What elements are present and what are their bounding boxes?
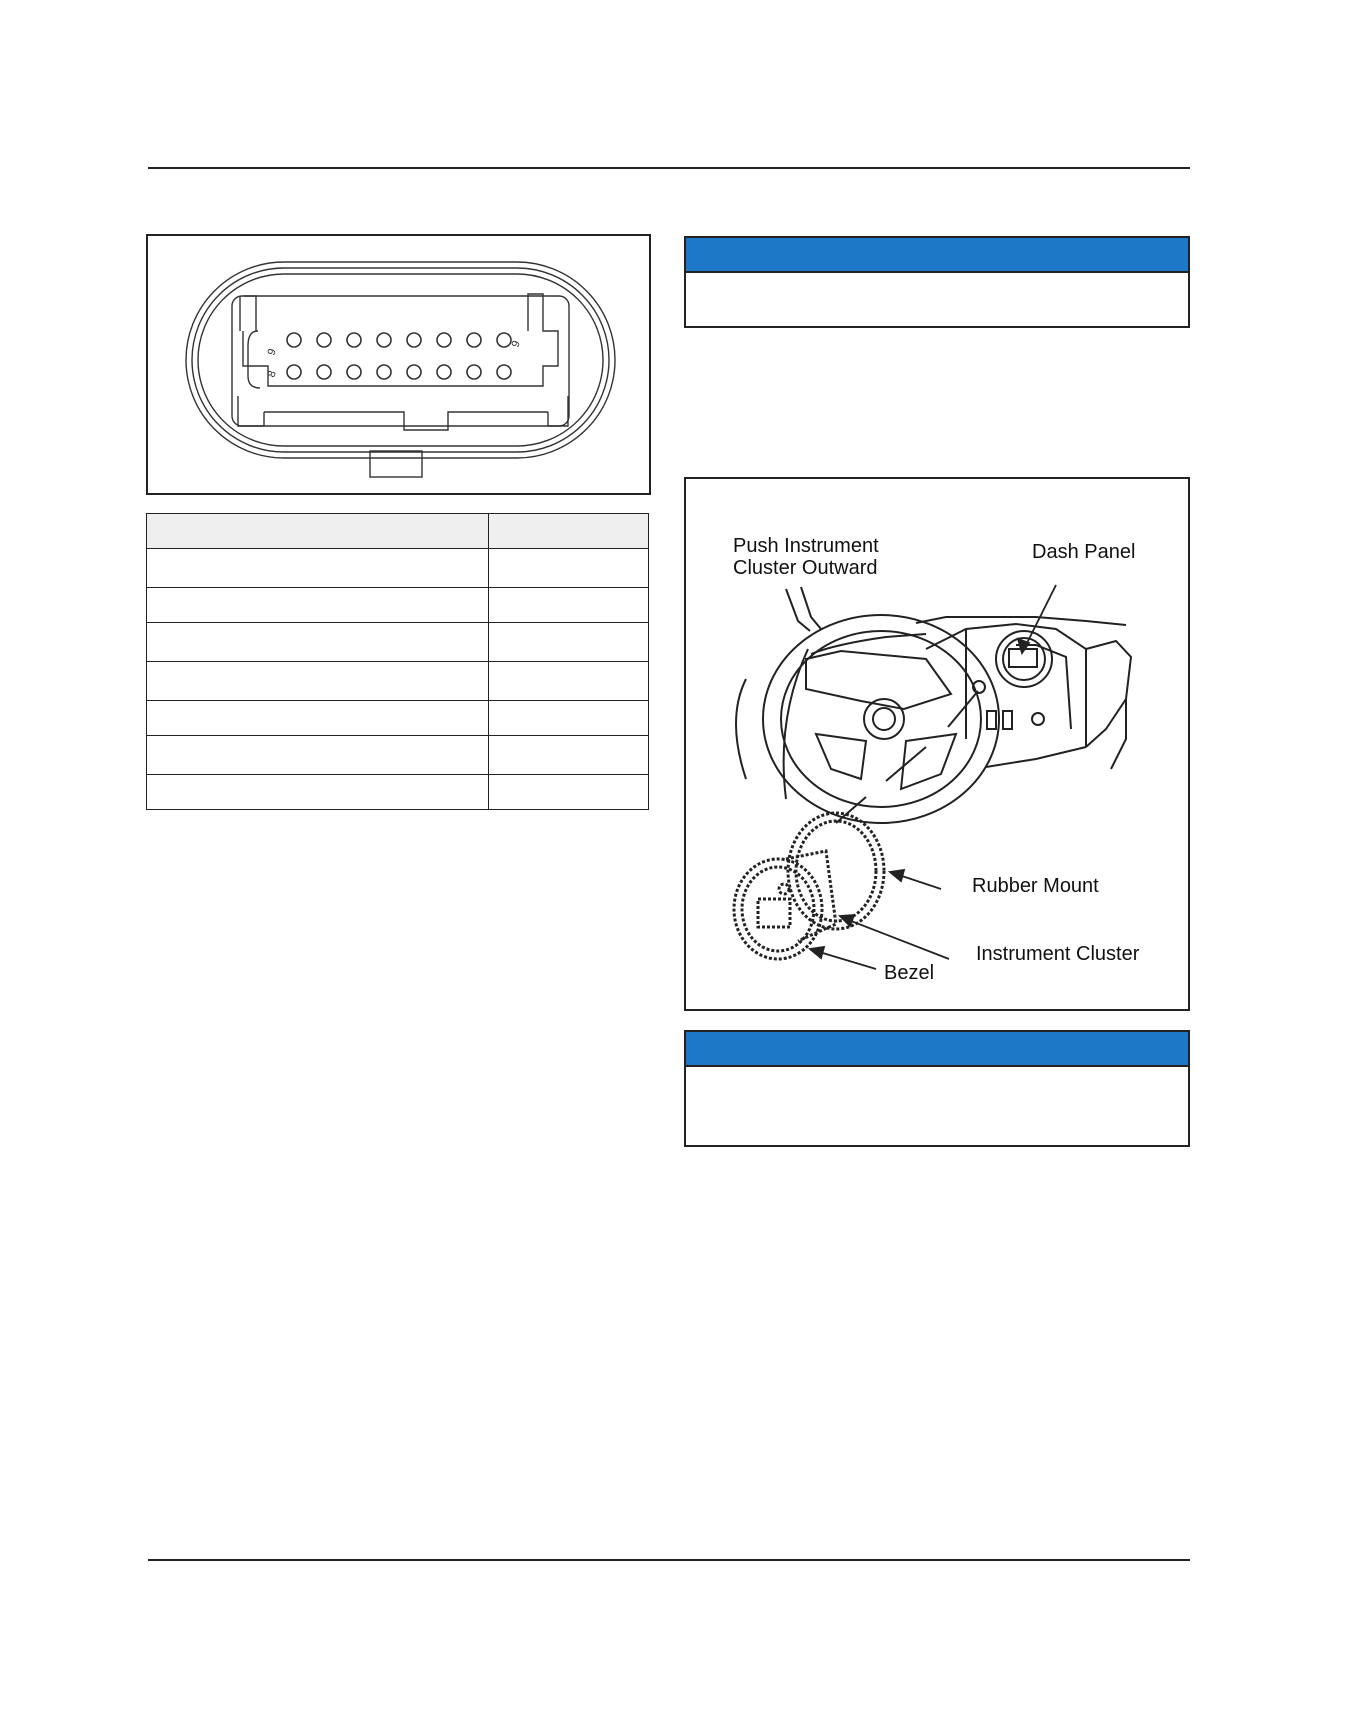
pin-label-bottom-left: 8 (265, 369, 279, 380)
table-cell (489, 549, 649, 588)
table-cell (489, 623, 649, 662)
connector-pins-top-row (287, 333, 511, 347)
table-cell (147, 662, 489, 701)
table-cell (147, 549, 489, 588)
label-dash-panel: Dash Panel (1032, 541, 1136, 563)
table-cell (147, 623, 489, 662)
table-cell (489, 588, 649, 623)
table-row (147, 623, 649, 662)
callout-header-bar (686, 238, 1188, 273)
note-callout-bottom (684, 1030, 1190, 1147)
dash-panel-gauge-opening (996, 631, 1052, 687)
push-path-line (948, 691, 978, 727)
rubber-mount (788, 813, 884, 929)
table-row (147, 662, 649, 701)
pin-table (146, 513, 649, 810)
table-row (147, 588, 649, 623)
table-row (147, 701, 649, 736)
table-row (147, 775, 649, 810)
table-header-cell (489, 514, 649, 549)
connector-pins-bottom-row (287, 365, 511, 379)
note-callout-top (684, 236, 1190, 328)
table-cell (147, 588, 489, 623)
label-push-instrument-cluster: Push Instrument Cluster Outward (733, 535, 879, 579)
table-row (147, 736, 649, 775)
label-bezel: Bezel (884, 962, 935, 984)
callout-header-bar (686, 1032, 1188, 1067)
steering-wheel-rim (763, 615, 999, 823)
pin-label-top-right: 9 (509, 339, 523, 350)
table-cell (147, 701, 489, 736)
table-cell (489, 736, 649, 775)
pin-label-top-left: 9 (265, 347, 279, 358)
bezel-leader (816, 951, 876, 969)
header-rule (148, 167, 1190, 169)
connector-inner-housing (232, 296, 569, 426)
table-header-row (147, 514, 649, 549)
table-cell (489, 701, 649, 736)
connector-latch (370, 451, 422, 477)
instrument-cluster-figure (684, 477, 1190, 1011)
footer-rule (148, 1559, 1190, 1561)
table-cell (147, 775, 489, 810)
label-instrument-cluster: Instrument Cluster (976, 943, 1140, 965)
instrument-cluster-leader (846, 919, 949, 959)
table-header-cell (147, 514, 489, 549)
connector-outer-shell (186, 262, 615, 458)
table-cell (147, 736, 489, 775)
table-cell (489, 775, 649, 810)
label-rubber-mount: Rubber Mount (972, 875, 1099, 897)
table-row (147, 549, 649, 588)
cluster-screen (758, 899, 790, 927)
connector-drawing (148, 236, 653, 497)
steering-column (801, 587, 821, 629)
connector-figure (146, 234, 651, 495)
table-cell (489, 662, 649, 701)
